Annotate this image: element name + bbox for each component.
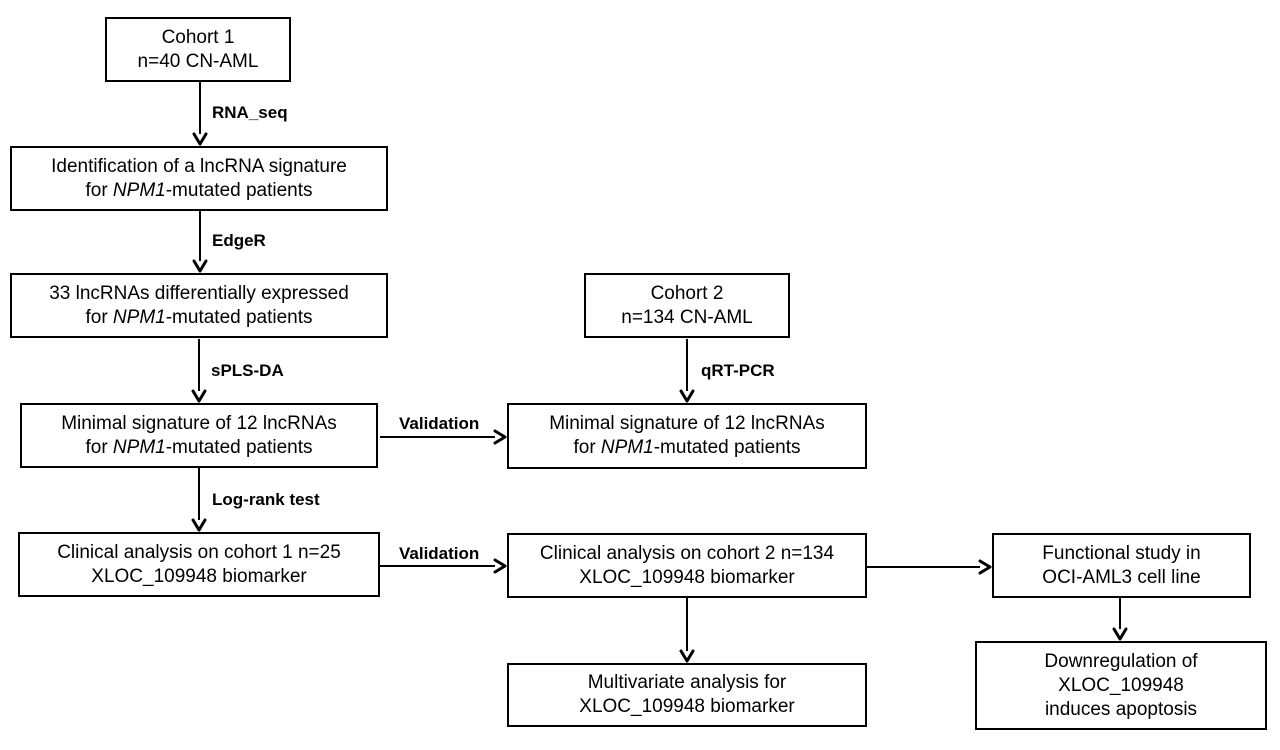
node-multivariate-analysis (507, 663, 867, 727)
edge-label-validation-clinical: Validation (399, 544, 480, 563)
edge-label-qrt-pcr: qRT-PCR (701, 361, 775, 380)
edge-label-log-rank-test: Log-rank test (212, 490, 320, 509)
node-cohort2-line1: Cohort 2 (650, 282, 724, 304)
node-functional-study (992, 533, 1251, 598)
node-33-lncrnas-line2: for NPM1-mutated patients (85, 306, 313, 328)
node-cohort1-line2: n=40 CN-AML (137, 50, 259, 72)
node-downregulation-apoptosis (975, 641, 1267, 730)
edge-label-spls-da: sPLS-DA (211, 361, 284, 380)
node-minimal-signature-cohort1-line1: Minimal signature of 12 lncRNAs (61, 412, 337, 434)
node-cohort2-line2: n=134 CN-AML (621, 306, 753, 328)
node-minimal-signature-cohort1 (20, 403, 378, 468)
node-functional-study-line2: OCI-AML3 cell line (1042, 566, 1201, 588)
node-cohort2 (584, 273, 790, 338)
npm1-italic: NPM1 (112, 179, 166, 201)
edge-label-edger: EdgeR (212, 231, 266, 250)
node-minimal-signature-cohort2-line2: for NPM1-mutated patients (573, 437, 801, 458)
node-downregulation-apoptosis-line1: Downregulation of (1044, 650, 1198, 672)
node-clinical-analysis-cohort1-line1: Clinical analysis on cohort 1 n=25 (57, 541, 341, 563)
node-33-lncrnas-line1: 33 lncRNAs differentially expressed (49, 282, 349, 304)
node-minimal-signature-cohort2-line1: Minimal signature of 12 lncRNAs (549, 413, 825, 434)
node-minimal-signature-cohort1-line2: for NPM1-mutated patients (85, 436, 313, 458)
npm1-italic: NPM1 (112, 436, 166, 458)
node-multivariate-analysis-line2: XLOC_109948 biomarker (579, 696, 795, 717)
node-cohort1 (105, 17, 291, 82)
node-clinical-analysis-cohort1 (18, 532, 380, 597)
node-identification-line2: for NPM1-mutated patients (85, 179, 313, 201)
node-downregulation-apoptosis-line2: XLOC_109948 (1058, 674, 1184, 696)
node-downregulation-apoptosis-line3: induces apoptosis (1044, 698, 1198, 720)
node-clinical-analysis-cohort1-line2: XLOC_109948 biomarker (91, 565, 307, 587)
node-identification (10, 146, 388, 211)
npm1-italic: NPM1 (600, 437, 654, 458)
edge-label-validation-signature: Validation (399, 414, 480, 433)
node-multivariate-analysis-line1: Multivariate analysis for (587, 672, 787, 693)
node-functional-study-line1: Functional study in (1042, 542, 1201, 564)
node-identification-line1: Identification of a lncRNA signature (51, 155, 347, 177)
npm1-italic: NPM1 (112, 306, 166, 328)
node-minimal-signature-cohort2 (507, 403, 867, 469)
node-clinical-analysis-cohort2-line2: XLOC_109948 biomarker (579, 566, 795, 588)
node-clinical-analysis-cohort2 (507, 533, 867, 598)
node-33-lncrnas (10, 273, 388, 338)
node-clinical-analysis-cohort2-line1: Clinical analysis on cohort 2 n=134 (539, 542, 835, 564)
node-cohort1-line1: Cohort 1 (161, 26, 235, 48)
edge-label-rna-seq: RNA_seq (212, 103, 288, 122)
